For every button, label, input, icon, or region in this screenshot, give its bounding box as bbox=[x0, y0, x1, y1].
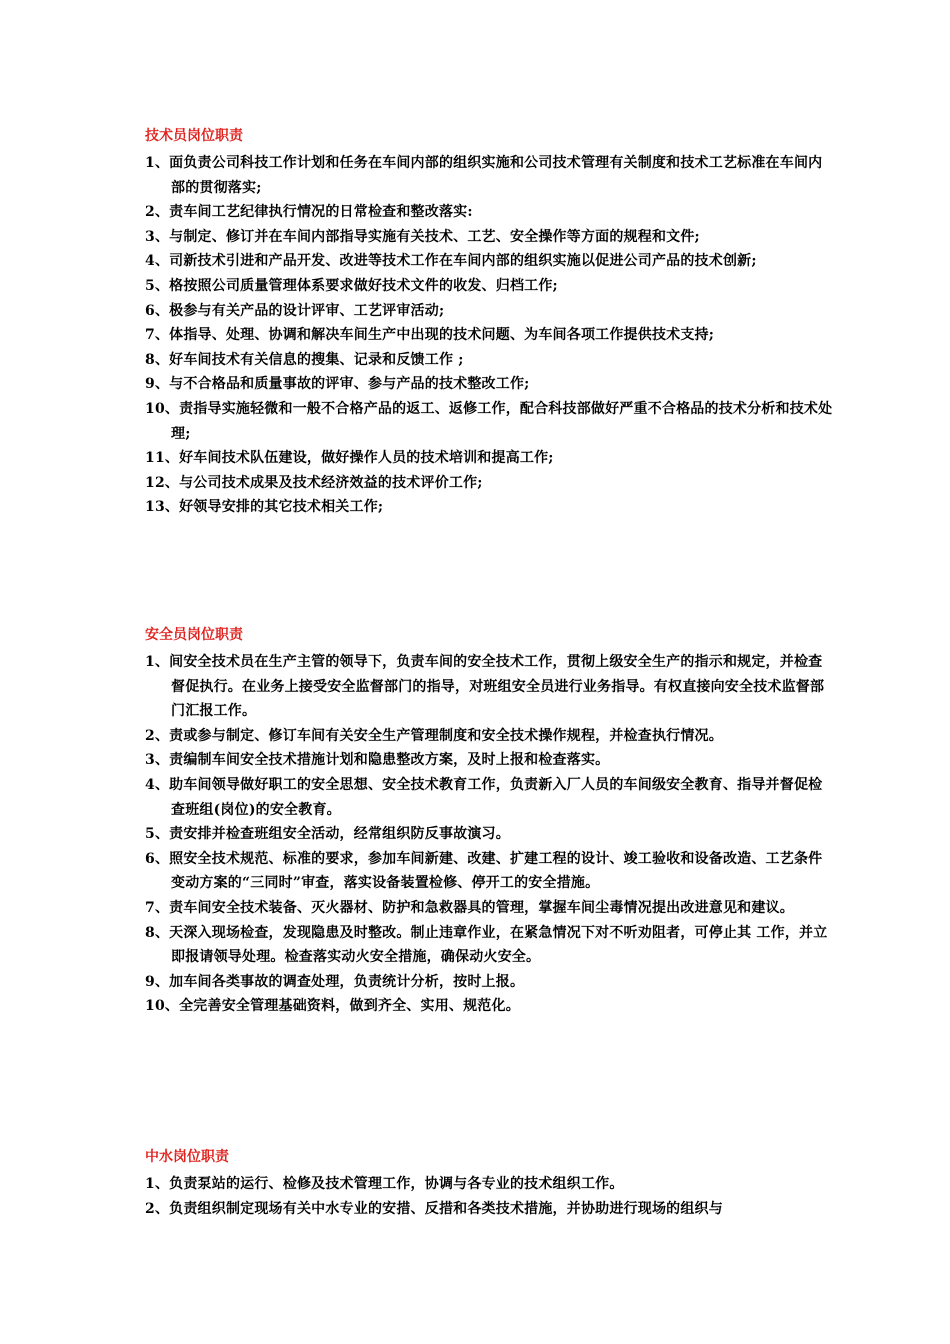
list-item bbox=[145, 348, 835, 373]
item-text: 与制定、修订并在车间内部指导实施有关技术、工艺、安全操作等方面的规程和文件; bbox=[169, 228, 700, 245]
item-text: 格按照公司质量管理体系要求做好技术文件的收发、归档工作; bbox=[169, 277, 558, 294]
item-text: 好领导安排的其它技术相关工作; bbox=[179, 499, 384, 516]
item-text: 与不合格品和质量事故的评审、参与产品的技术整改工作; bbox=[169, 376, 530, 393]
list-item bbox=[145, 471, 835, 496]
list-item bbox=[145, 724, 835, 749]
item-text: 责或参与制定、修订车间有关安全生产管理制度和安全技术操作规程，并检查执行情况。 bbox=[169, 727, 723, 744]
item-text: 体指导、处理、协调和解决车间生产中出现的技术问题、为车间各项工作提供技术支持; bbox=[169, 327, 715, 344]
item-text: 间安全技术员在生产主管的领导下，负责车间的安全技术工作，贯彻上级安全生产的指示和规定，并检查督促执行。在业务上接受安全监督部门的指导，对班组安全员进行业务指导。有权直接向安全技术监督部门汇报工作。 bbox=[169, 654, 825, 720]
item-number: 5、 bbox=[145, 826, 170, 843]
list-item bbox=[145, 151, 835, 200]
list-item bbox=[145, 446, 835, 471]
item-number: 11、 bbox=[145, 450, 180, 467]
item-number: 3、 bbox=[145, 228, 170, 245]
item-text: 责编制车间安全技术措施计划和隐患整改方案，及时上报和检查落实。 bbox=[169, 752, 610, 769]
section-technician-duties bbox=[145, 125, 835, 520]
item-number: 8、 bbox=[145, 924, 170, 941]
item-text: 全完善安全管理基础资料，做到齐全、实用、规范化。 bbox=[179, 998, 520, 1015]
list-item bbox=[145, 274, 835, 299]
item-number: 10、 bbox=[145, 998, 180, 1015]
item-number: 10、 bbox=[145, 400, 180, 417]
list-item bbox=[145, 249, 835, 274]
item-text: 责指导实施轻微和一般不合格产品的返工、返修工作，配合科技部做好严重不合格品的技术分析和技术处理; bbox=[171, 400, 833, 442]
item-text: 天深入现场检查，发现隐患及时整改。制止违章作业，在紧急情况下对不听劝阻者，可停止其 工作，并立即报请领导处理。检查落实动火安全措施，确保动火安全。 bbox=[169, 924, 828, 966]
list-item bbox=[145, 994, 835, 1019]
list-item bbox=[145, 1172, 835, 1197]
item-number: 6、 bbox=[145, 302, 170, 319]
item-text: 负责组织制定现场有关中水专业的安措、反措和各类技术措施，并协助进行现场的组织与 bbox=[169, 1200, 723, 1217]
list-item bbox=[145, 650, 835, 724]
list-item bbox=[145, 896, 835, 921]
list-item bbox=[145, 323, 835, 348]
item-text: 加车间各类事故的调查处理，负责统计分析，按时上报。 bbox=[169, 973, 525, 990]
item-text: 与公司技术成果及技术经济效益的技术评价工作; bbox=[179, 474, 483, 491]
section-title: 安全员岗位职责 bbox=[145, 627, 243, 643]
list-item bbox=[145, 921, 835, 970]
item-text: 助车间领导做好职工的安全思想、安全技术教育工作，负责新入厂人员的车间级安全教育、指导并督促检查班组(岗位)的安全教育。 bbox=[169, 776, 823, 818]
list-item bbox=[145, 299, 835, 324]
list-item bbox=[145, 773, 835, 822]
list-item bbox=[145, 847, 835, 896]
section-title: 技术员岗位职责 bbox=[145, 128, 243, 144]
section-safety-officer-duties bbox=[145, 624, 835, 1019]
item-text: 面负责公司科技工作计划和任务在车间内部的组织实施和公司技术管理有关制度和技术工艺标准在车间内部的贯彻落实; bbox=[169, 155, 823, 196]
item-number: 2、 bbox=[145, 1200, 170, 1217]
item-number: 7、 bbox=[145, 327, 170, 344]
item-number: 9、 bbox=[145, 973, 170, 990]
item-text: 司新技术引进和产品开发、改进等技术工作在车间内部的组织实施以促进公司产品的技术创新; bbox=[169, 253, 757, 270]
item-number: 4、 bbox=[145, 253, 170, 270]
list-item bbox=[145, 748, 835, 773]
item-text: 责安排并检查班组安全活动，经常组织防反事故演习。 bbox=[169, 826, 510, 843]
list-item bbox=[145, 397, 835, 446]
section-reclaimed-water-duties bbox=[145, 1146, 835, 1221]
item-text: 照安全技术规范、标准的要求，参加车间新建、改建、扩建工程的设计、竣工验收和设备改造、工艺条件变动方案的“三同时”审查，落实设备装置检修、停开工的安全措施。 bbox=[169, 850, 823, 892]
item-number: 1、 bbox=[145, 1176, 170, 1192]
item-number: 8、 bbox=[145, 351, 170, 368]
item-text: 极参与有关产品的设计评审、工艺评审活动; bbox=[169, 302, 445, 319]
item-number: 12、 bbox=[145, 474, 180, 491]
list-item bbox=[145, 495, 835, 520]
list-item bbox=[145, 200, 835, 225]
item-number: 2、 bbox=[145, 727, 170, 744]
list-item bbox=[145, 1197, 835, 1222]
section-title: 中水岗位职责 bbox=[145, 1149, 229, 1165]
item-number: 13、 bbox=[145, 499, 180, 516]
item-number: 4、 bbox=[145, 776, 170, 793]
item-text: 负责泵站的运行、检修及技术管理工作，协调与各专业的技术组织工作。 bbox=[169, 1176, 624, 1192]
item-number: 1、 bbox=[145, 654, 170, 670]
item-text: 责车间安全技术装备、灭火器材、防护和急救器具的管理，掌握车间尘毒情况提出改进意见和建议。 bbox=[169, 899, 794, 916]
item-number: 5、 bbox=[145, 277, 170, 294]
list-item bbox=[145, 822, 835, 847]
list-item bbox=[145, 225, 835, 250]
list-item bbox=[145, 372, 835, 397]
list-item bbox=[145, 970, 835, 995]
item-number: 3、 bbox=[145, 752, 170, 769]
item-number: 2、 bbox=[145, 204, 170, 221]
item-text: 好车间技术队伍建设，做好操作人员的技术培训和提高工作; bbox=[179, 450, 554, 467]
item-text: 责车间工艺纪律执行情况的日常检查和整改落实: bbox=[169, 204, 473, 221]
item-number: 7、 bbox=[145, 899, 170, 916]
item-text: 好车间技术有关信息的搜集、记录和反馈工作 ; bbox=[169, 351, 464, 368]
item-number: 9、 bbox=[145, 376, 170, 393]
item-number: 6、 bbox=[145, 850, 170, 867]
item-number: 1、 bbox=[145, 155, 170, 171]
